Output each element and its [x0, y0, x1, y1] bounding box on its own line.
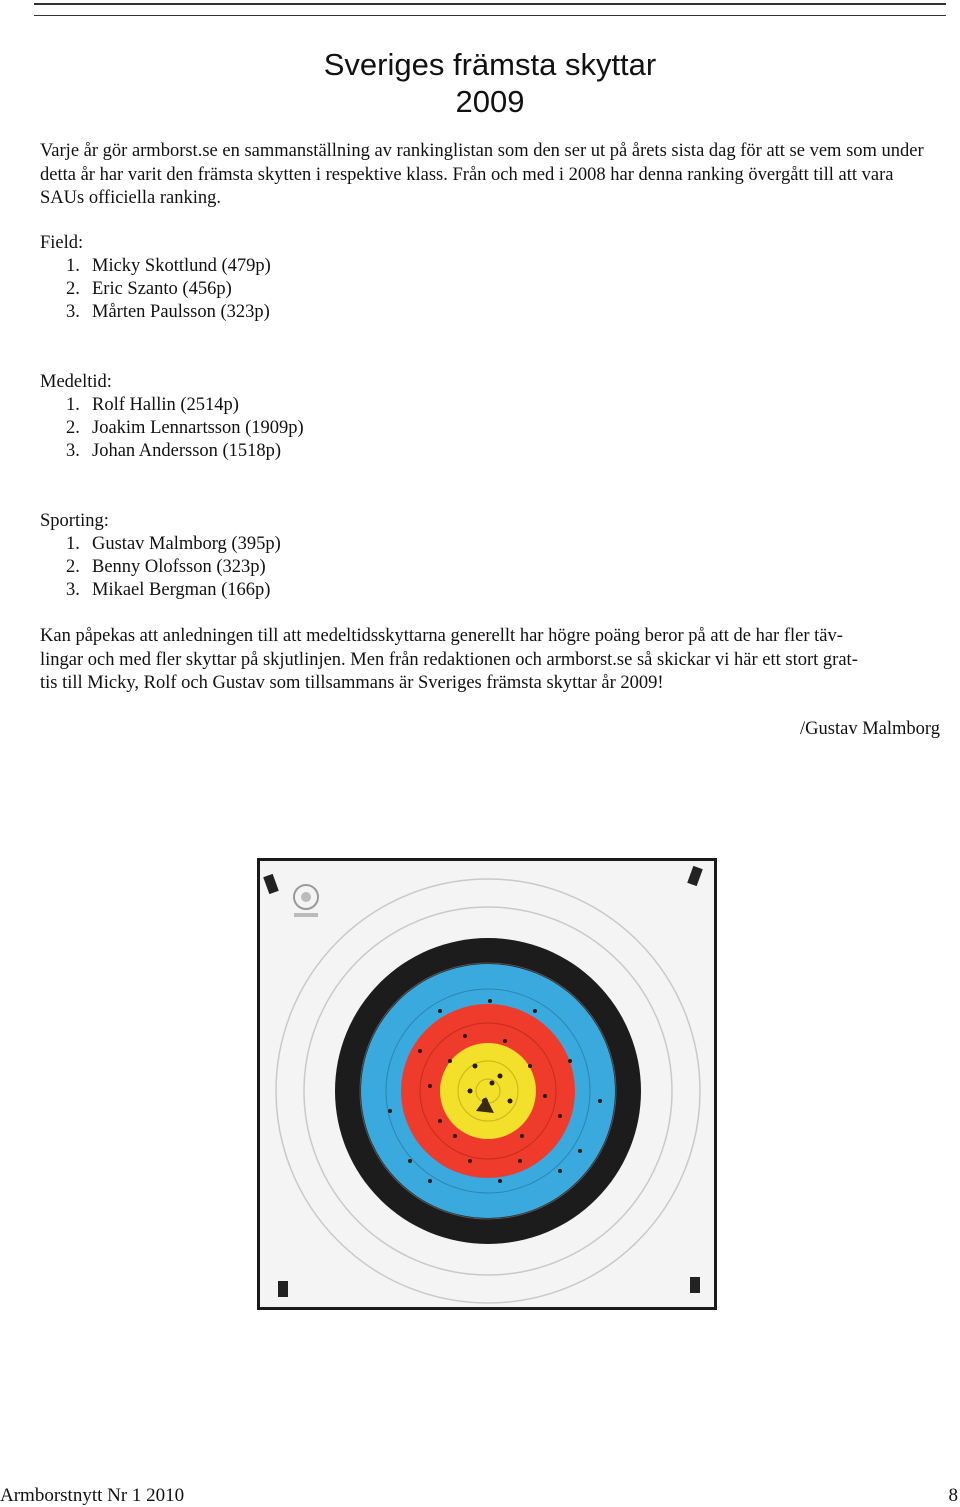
- list-number: 2.: [66, 557, 80, 577]
- list-item: [40, 556, 640, 579]
- signature: /Gustav Malmborg: [800, 719, 940, 739]
- intro-paragraph: Varje år gör armborst.se en sammanställning av rankinglistan som den ser ut på årets sista dag för att se vem som under detta år har varit den främsta skytten i respektive klass. Från och med i 2008 har denna ranking övergått till att vara SAUs officiella ranking.: [40, 141, 924, 208]
- ranking-list: [40, 255, 640, 324]
- list-text: Rolf Hallin (2514p): [92, 395, 239, 415]
- header-rule-top: [34, 3, 946, 5]
- list-item: [40, 417, 640, 440]
- ranking-list: [40, 394, 640, 463]
- section-sporting: [40, 510, 640, 602]
- archery-target-photo: [257, 858, 717, 1310]
- list-number: 1.: [66, 395, 80, 415]
- list-text: Gustav Malmborg (395p): [92, 534, 281, 554]
- note-line-1: Kan påpekas att anledningen till att medeltidsskyttarna generellt har högre poäng beror på att de har fler täv-: [40, 626, 843, 646]
- footer-publication: Armborstnytt Nr 1 2010: [0, 1485, 185, 1506]
- ranking-list: [40, 533, 640, 602]
- list-number: 3.: [66, 302, 80, 322]
- section-medeltid: [40, 371, 640, 463]
- page-number: 8: [948, 1485, 958, 1506]
- header-rule-bottom: [34, 15, 946, 16]
- list-text: Eric Szanto (456p): [92, 279, 232, 299]
- list-item: [40, 394, 640, 417]
- list-number: 3.: [66, 580, 80, 600]
- section-heading: Medeltid:: [40, 372, 112, 392]
- section-heading: Sporting:: [40, 511, 109, 531]
- list-number: 1.: [66, 534, 80, 554]
- list-text: Benny Olofsson (323p): [92, 557, 266, 577]
- list-item: [40, 440, 640, 463]
- list-text: Micky Skottlund (479p): [92, 256, 271, 276]
- title-line-1: Sveriges främsta skyttar: [323, 47, 657, 82]
- list-text: Joakim Lennartsson (1909p): [92, 418, 304, 438]
- list-item: [40, 301, 640, 324]
- list-number: 2.: [66, 279, 80, 299]
- target-illustration: [260, 861, 714, 1307]
- list-text: Mårten Paulsson (323p): [92, 302, 270, 322]
- note-line-3: tis till Micky, Rolf och Gustav som tillsammans är Sveriges främsta skyttar år 2009!: [40, 673, 664, 693]
- list-number: 3.: [66, 441, 80, 461]
- list-item: [40, 579, 640, 602]
- list-text: Mikael Bergman (166p): [92, 580, 271, 600]
- list-text: Johan Andersson (1518p): [92, 441, 282, 461]
- list-item: [40, 278, 640, 301]
- section-field: [40, 232, 640, 324]
- page-title: [0, 46, 960, 120]
- list-number: 2.: [66, 418, 80, 438]
- list-item: [40, 255, 640, 278]
- list-number: 1.: [66, 256, 80, 276]
- title-line-2: 2009: [455, 84, 525, 119]
- list-item: [40, 533, 640, 556]
- note-line-2: lingar och med fler skyttar på skjutlinjen. Men från redaktionen och armborst.se så skickar vi här ett stort grat-: [40, 649, 858, 670]
- note-paragraph: [40, 625, 940, 696]
- section-heading: Field:: [40, 233, 84, 253]
